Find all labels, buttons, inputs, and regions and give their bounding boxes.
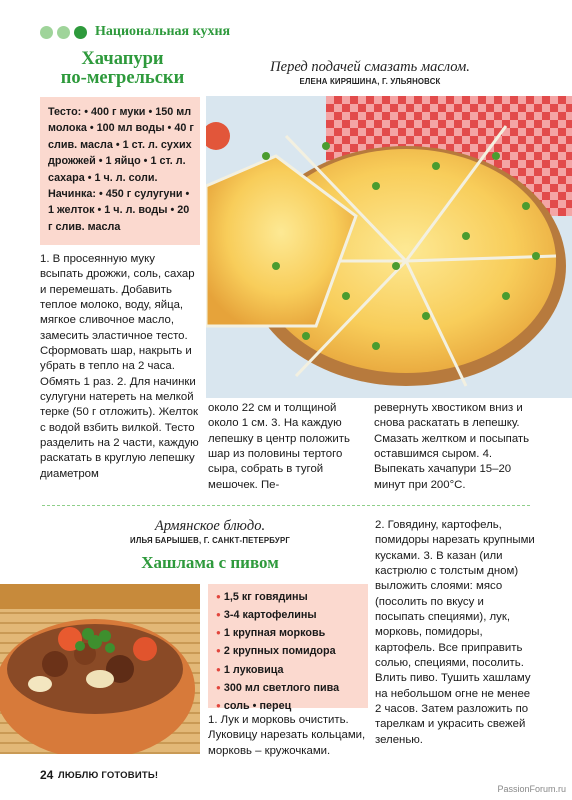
khachapuri-photo: [206, 96, 572, 398]
recipe2-column-right: 2. Говядину, картофель, помидоры нарезать крупными кусками. 3. В казан (или кастрюлю с толстым дном) выложить слоями: мясо (посолить по вкусу и посыпать специями), лук, морковь, помидоры, картофель. Все приправить солью, специями, посолить. Влить пиво. Тушить хашламу на небольшом огне не менее 2 часов. Затем разложить по тарелкам и украсить свежей зеленью.: [375, 519, 535, 746]
recipe1-ingredients-box: [40, 97, 200, 245]
recipe1-column-3: ревернуть хвостиком вниз и снова раскатать в лепешку. Смазать желтком и посыпать оставшимся сыром. 4. Выпекать хачапури 15–20 минут при 200°С.: [374, 402, 530, 491]
list-item: ● 2 крупных помидора: [216, 642, 362, 660]
recipe2-author: ИЛЬЯ БАРЫШЕВ, Г. САНКТ-ПЕТЕРБУРГ: [130, 536, 290, 545]
khachapuri-image: [206, 96, 572, 398]
list-item: ● 3-4 картофелины: [216, 606, 362, 624]
recipe2-tagline: Армянское блюдо.: [154, 518, 266, 534]
recipe1-author: ЕЛЕНА КИРЯШИНА, Г. УЛЬЯНОВСК: [299, 77, 441, 86]
recipe1-title-line2: по-мегрельски: [60, 68, 185, 89]
recipe2-title: Хашлама с пивом: [141, 553, 279, 572]
recipe1-ingredients: Тесто: • 400 г муки • 150 мл молока • 100 мл воды • 40 г слив. масла • 1 ст. л. сухих дрожжей • 1 яйцо • 1 ст. л. сахара • 1 ч. л. соли. Начинка: • 450 г сулугуни • 1 желток • 1 ч. л. воды • 20 г слив. масла: [48, 106, 194, 233]
list-item: ● 1,5 кг говядины: [216, 588, 362, 606]
recipe-divider: [42, 505, 530, 506]
recipe1-title-line1: Хачапури: [81, 49, 164, 69]
list-item: ● 1 крупная морковь: [216, 624, 362, 642]
list-item: ● 300 мл светлого пива: [216, 679, 362, 697]
page-number: 24: [40, 768, 54, 782]
section-title: Национальная кухня: [95, 24, 231, 39]
recipe1-column-2: около 22 см и толщиной около 1 см. 3. На каждую лепешку в центр положить шар из половины тертого сыра, собрать в тугой мешочек. Пе-: [208, 402, 350, 491]
recipe1-column-1: 1. В просеянную муку всыпать дрожжи, соль, сахар и перемешать. Добавить теплое молоко, воду, яйца, мягкое сливочное масло, замесить эластичное тесто. Сформовать шар, накрыть и убрать в тепло на 2 часа. Обмять 1 раз. 2. Для начинки сулугуни натереть на мелкой терке (50 г отложить). Желток с водой взбить вилкой. Тесто разделить на 2 части, каждую раскатать в круглую лепешку диаметром: [40, 253, 199, 480]
khashlama-photo: [0, 584, 200, 754]
recipe2-column-mid: 1. Лук и морковь очистить. Луковицу нарезать кольцами, морковь – кружочками.: [208, 714, 366, 757]
header-dot-icon: [40, 26, 53, 39]
header-dot-icon: [74, 26, 87, 39]
khashlama-image: [0, 584, 200, 754]
recipe1-tagline: Перед подачей смазать маслом.: [270, 59, 470, 75]
recipe1-title: [40, 50, 205, 89]
list-item: ● 1 луковица: [216, 661, 362, 679]
recipe2-ingredients-box: [208, 584, 368, 712]
magazine-name: ЛЮБЛЮ ГОТОВИТЬ!: [58, 770, 159, 781]
list-item: ● соль • перец: [216, 697, 362, 715]
header-dot-icon: [57, 26, 70, 39]
recipe2-ingredients-list: [216, 588, 362, 715]
watermark: PassionForum.ru: [497, 784, 566, 794]
section-header: [40, 24, 230, 40]
